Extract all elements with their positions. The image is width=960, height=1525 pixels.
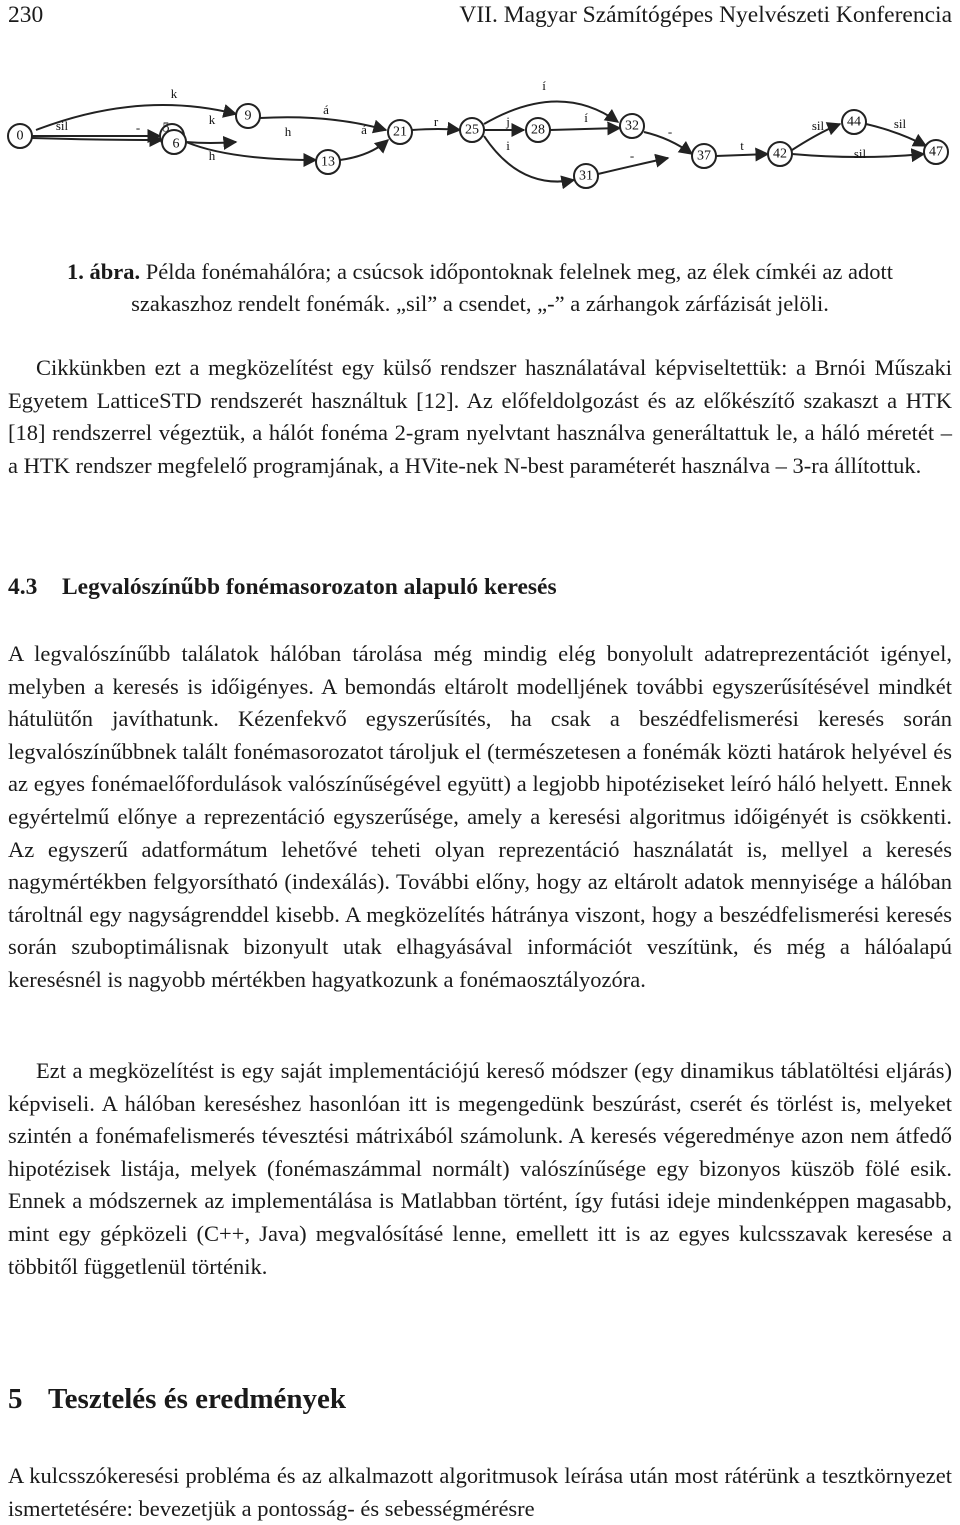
figure-caption: [30, 256, 930, 320]
edge-label: sil: [893, 116, 907, 131]
edge-label: r: [433, 114, 439, 129]
edge-0-6: [32, 138, 162, 140]
edge-21-25: [412, 129, 460, 130]
node-label: 0: [16, 128, 24, 144]
chapter-title: Tesztelés és eredmények: [48, 1383, 346, 1415]
node-label: 42: [773, 146, 787, 162]
edge-label: i: [506, 138, 510, 153]
caption-text: Példa fonémahálóra; a csúcsok időpontoknak felelnek meg, az élek címkéi az adott szakaszhoz rendelt fonémák. „sil” a csendet, „-” a zárhangok zárfázisát jelöli.: [131, 259, 893, 316]
node-label: 37: [697, 148, 711, 164]
paragraph: Ezt a megközelítést is egy saját implementációjú kereső módszer (egy dinamikus táblatöltési eljárás) képviseli. A hálóban kereséshez hasonlóan itt is megengedünk beszúrást, cserét és törlést is, melyeket szintén a fonémafelismerés tévesztési mátrixából számolunk. A keresés végeredménye azon nem átfedő hipotézisek listája, melyek (fonémaszámmal normált) valószínűsége egy bizonyos küszöb fölé esik. Ennek a módszernek az implementálása is Matlabban történt, így futási ideje mindenképpen magasabb, mint egy gépközeli (C++, Java) megvalósításé lenne, emellett itt is az egyes kulcsszavak keresése a többitől függetlenül történik.: [8, 1058, 952, 1279]
edge-label: í: [542, 78, 546, 93]
edge-label: h: [208, 148, 216, 163]
node-label: 6: [172, 136, 180, 152]
node-label: 21: [393, 124, 407, 140]
node-label: 25: [465, 122, 479, 138]
lattice-nodes: [8, 104, 948, 188]
edge-label: -: [629, 148, 635, 163]
edge-label: -: [667, 124, 673, 139]
edge-label: t: [740, 138, 744, 153]
running-header: [8, 2, 952, 34]
edge-6-9: [186, 142, 236, 143]
edge-label: -: [135, 120, 141, 135]
edge-label: j: [506, 114, 510, 129]
edge-label: k: [208, 112, 216, 127]
node-label: 32: [625, 118, 639, 134]
node-label: 5: [162, 120, 170, 136]
edge-6-13: [186, 142, 316, 160]
node-label: 28: [531, 122, 545, 138]
edge-label: h: [284, 124, 292, 139]
node-label: 9: [244, 108, 252, 124]
edge-label: í: [584, 110, 588, 125]
section-title: Legvalószínűbb fonémasorozaton alapuló keresés: [62, 574, 557, 600]
page-number: 230: [8, 2, 44, 28]
node-label: 13: [321, 154, 335, 170]
section-heading: [8, 574, 557, 601]
edge-9-21: [260, 117, 386, 130]
node-label: 47: [929, 144, 943, 160]
edge-label: á: [323, 102, 329, 117]
edge-28-32: [550, 128, 620, 130]
section-number: 4.3: [8, 574, 38, 600]
edge-25-31: [484, 136, 574, 182]
paragraph: A legvalószínűbb találatok hálóban tárolása még mindig elég bonyolult adatreprezentációt igényel, melyben a keresés is időigényes. A bemondás eltárolt modelljének további egyszerűsítésével mindkét hátulütőn javíthatunk. Kézenfekvő egyszerűsítés, ha csak a beszédfelismerési keresés során legvalószínűbbnek talált fonémasorozatot tároljuk el (természetesen a fonémák közti határok helyével és az egyes fonémaelőfordulások valószínűségével együtt) a legjobb hipotéziseket leíró háló helyett. Ennek egyértelmű előnye a reprezentáció egyszerűsége, amely a keresési algoritmus időigényét is csökkenti. Az egyszerű adatformátum lehetővé teheti olyan reprezentáció használatát is, mellyel a keresés nagymértékben felgyorsítható (indexálás). További előny, hogy az eltárolt adatok mennyisége a hálóban tároltnál egy nagyságrenddel kisebb. A megközelítés hátránya viszont, hogy a beszédfelismerési keresés során szuboptimálisnak bizonyult utak elhagyásával információt veszítünk, és még a hálóalapú keresésnél is nagyobb mértékben hagyatkozunk a fonémaosztályozóra.: [8, 641, 952, 992]
chapter-heading: [8, 1383, 346, 1416]
edge-13-21: [340, 140, 388, 160]
phoneme-lattice-figure: [0, 70, 960, 200]
edge-25-32: [484, 101, 618, 124]
edge-label: sil: [55, 118, 69, 133]
paragraph: A kulcsszókeresési probléma és az alkalmazott algoritmusok leírása után most rátérünk a tesztkörnyezet ismertetésére: bevezetjük a pontosság- és sebességmérésre: [8, 1463, 952, 1521]
node-label: 44: [847, 114, 861, 130]
edge-label: á: [361, 122, 367, 137]
paragraph: Cikkünkben ezt a megközelítést egy külső rendszer használatával képviseltettük: a Brnói Műszaki Egyetem LatticeSTD rendszerét használtuk [12]. Az előfeldolgozást és az előkészítő szakaszt a HTK [18] rendszerrel végeztük, a hálót fonéma 2-gram nyelvtant használva generáltattuk le, a háló méretét – a HTK rendszer megfelelő programjának, a HVite-nek N-best paraméterét használva – 3-ra állítottuk.: [8, 355, 952, 478]
edge-37-42: [716, 154, 768, 156]
caption-label: 1. ábra.: [67, 259, 141, 284]
edge-label: k: [170, 86, 178, 101]
node-label: 31: [579, 168, 593, 184]
edge-label: sil: [853, 146, 867, 161]
edge-label: sil: [811, 118, 825, 133]
chapter-number: 5: [8, 1383, 23, 1415]
lattice-graph: [0, 70, 960, 200]
running-title: VII. Magyar Számítógépes Nyelvészeti Konferencia: [459, 2, 952, 28]
